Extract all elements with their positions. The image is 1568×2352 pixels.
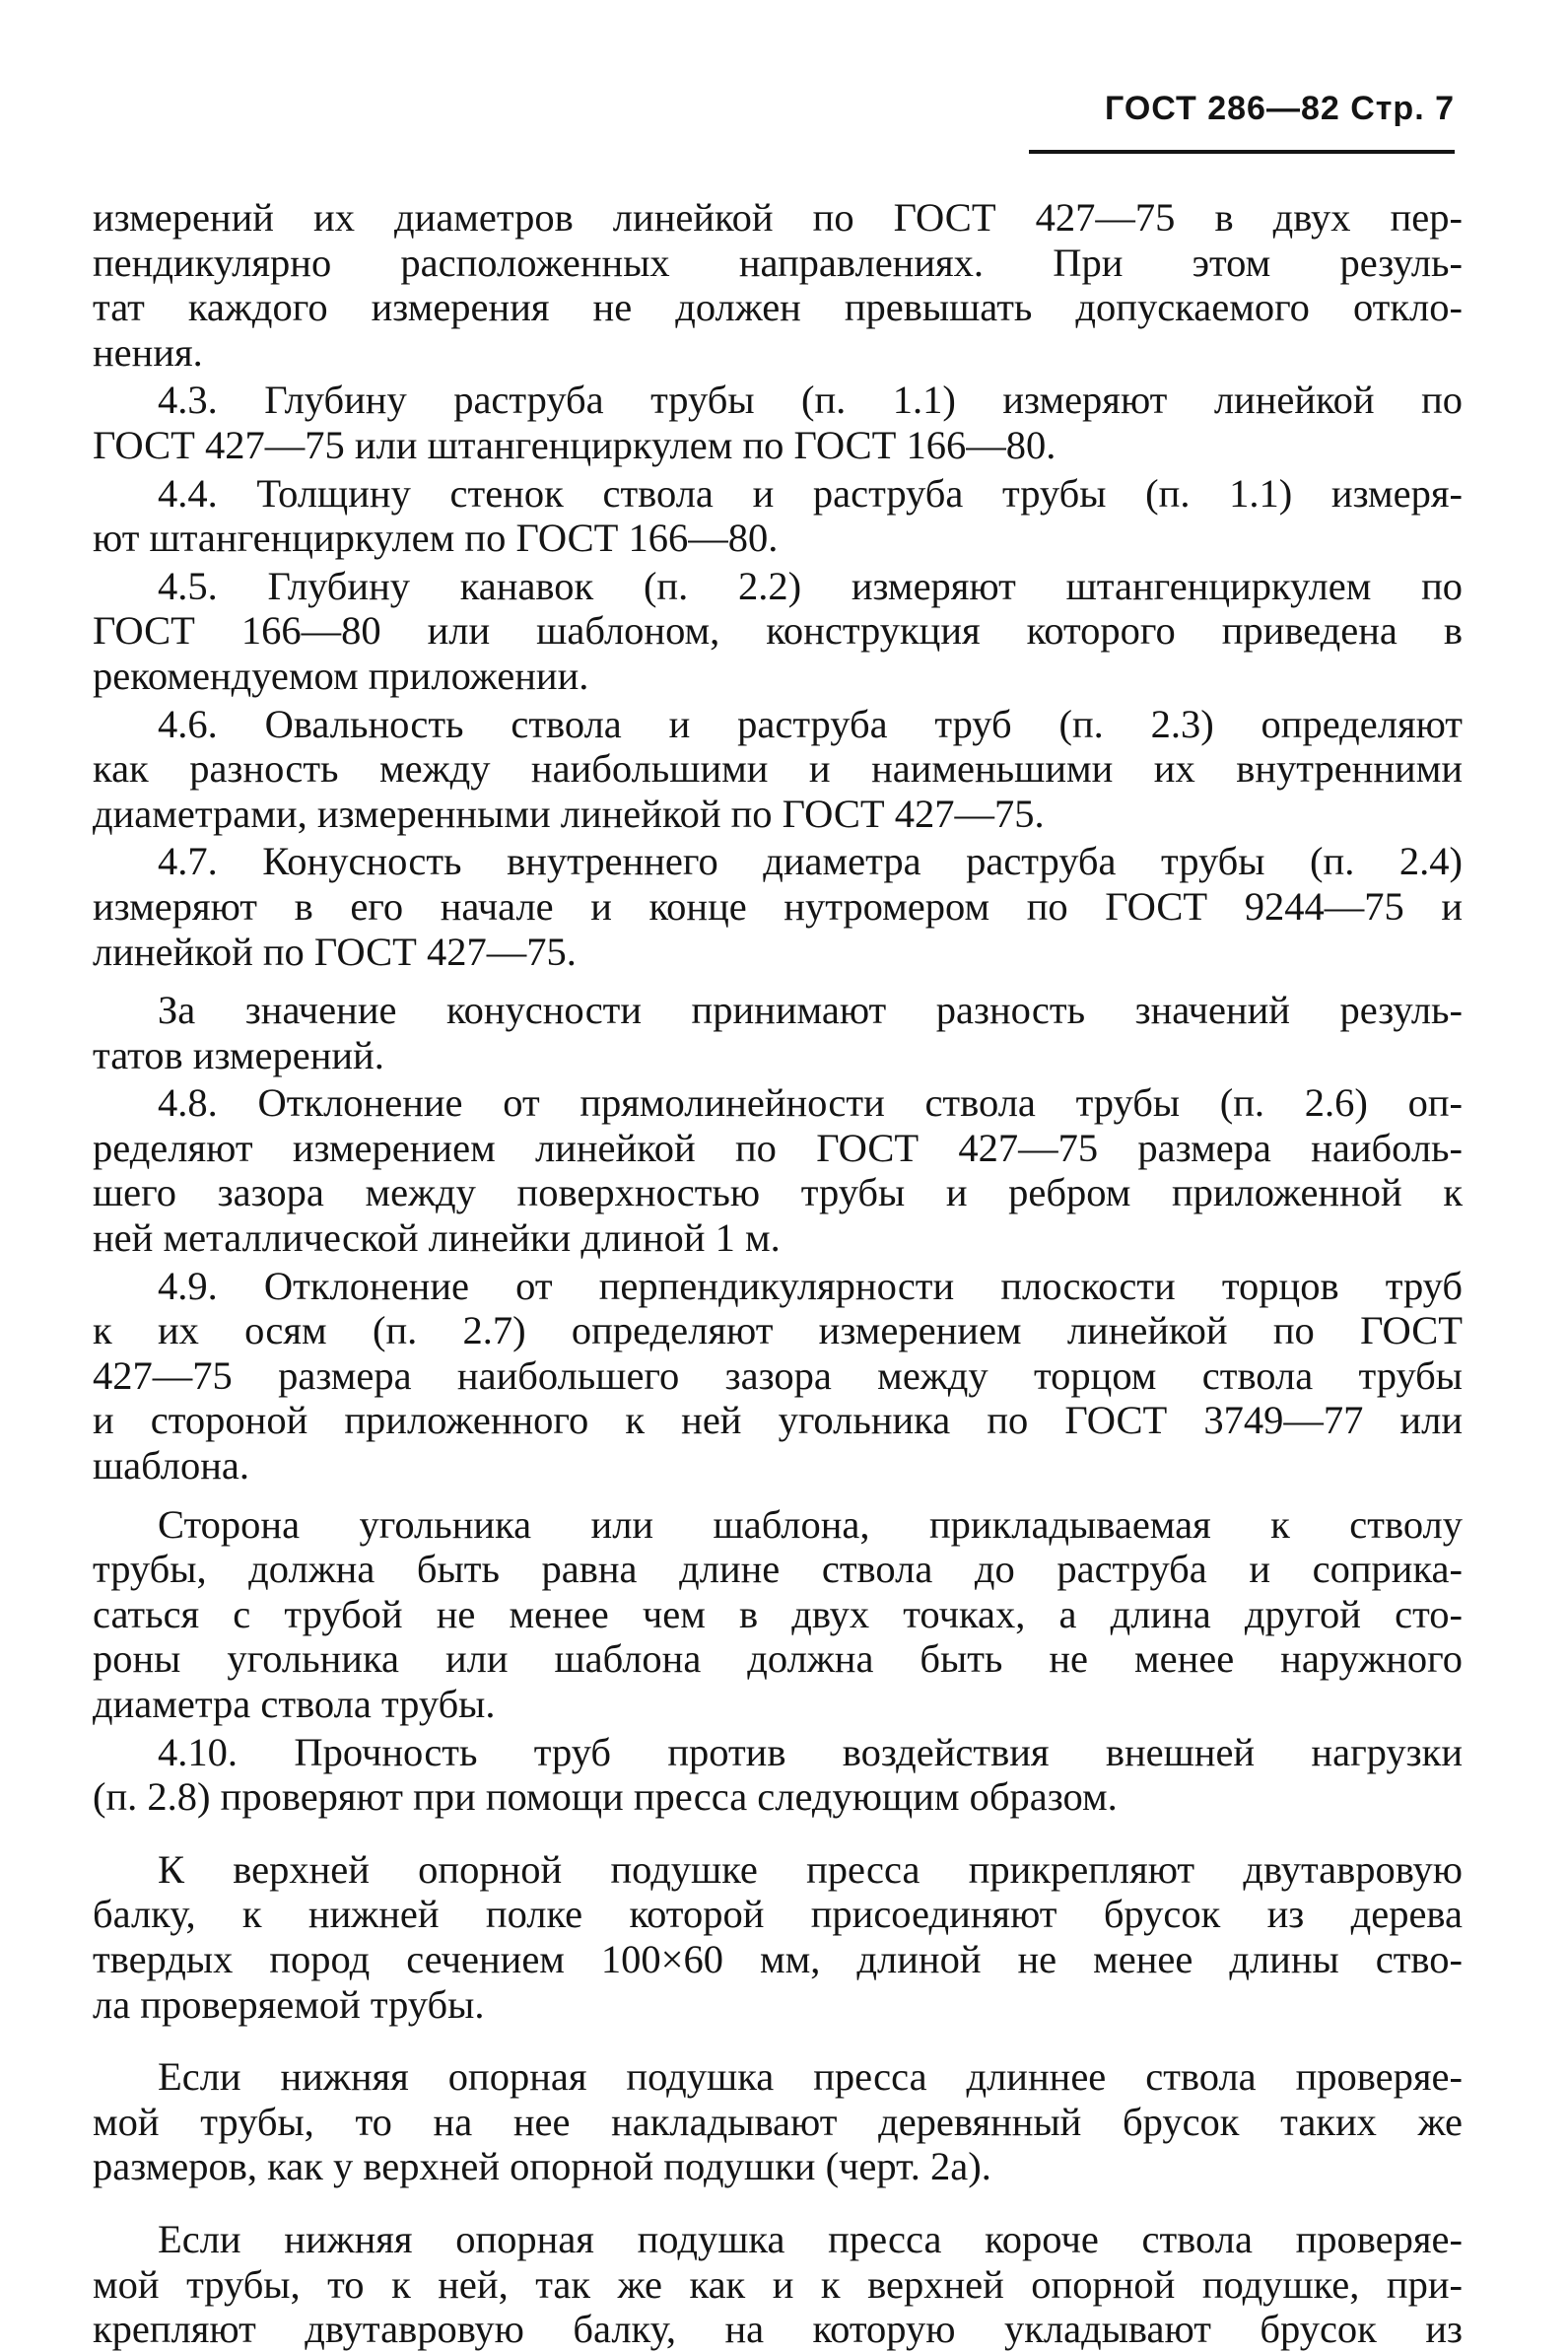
- text-line: измерений их диаметров линейкой по ГОСТ 427—75 в двух пер-: [93, 195, 1463, 240]
- text-line: ГОСТ 166—80 или шаблоном, конструкция которого приведена в: [93, 608, 1463, 654]
- text-line: татов измерений.: [93, 1032, 384, 1077]
- text-line: 4.6. Овальность ствола и раструба труб (п. 2.3) определяют: [158, 701, 1463, 746]
- text-line: саться с трубой не менее чем в двух точках, а длина другой сто-: [93, 1591, 1463, 1636]
- text-line: и стороной приложенного к ней угольника по ГОСТ 3749—77 или: [93, 1398, 1463, 1443]
- text-line: как разность между наибольшими и наименьшими их внутренними: [93, 746, 1463, 792]
- text-line: ределяют измерением линейкой по ГОСТ 427—75 размера наиболь-: [93, 1125, 1463, 1170]
- body-text: [93, 195, 1463, 2352]
- text-line: роны угольника или шаблона должна быть не менее наружного: [93, 1636, 1463, 1682]
- text-line: 4.3. Глубину раструба трубы (п. 1.1) измеряют линейкой по: [158, 378, 1463, 423]
- text-line: размеров, как у верхней опорной подушки (черт. 2а).: [93, 2144, 991, 2189]
- text-line: 427—75 размера наибольшего зазора между торцом ствола трубы: [93, 1352, 1463, 1398]
- paragraph-gap: [93, 1820, 1463, 1847]
- text-line: (п. 2.8) проверяют при помощи пресса следующим образом.: [93, 1774, 1118, 1820]
- text-line: мой трубы, то на нее накладывают деревянный брусок таких же: [93, 2099, 1463, 2144]
- text-line: ют штангенциркулем по ГОСТ 166—80.: [93, 516, 779, 561]
- page-header: [1029, 87, 1455, 154]
- paragraph-gap: [93, 974, 1463, 988]
- text-line: За значение конусности принимают разность значений резуль-: [158, 988, 1463, 1033]
- text-line: Если нижняя опорная подушка пресса длиннее ствола проверяе-: [158, 2054, 1463, 2100]
- text-line: нения.: [93, 329, 203, 375]
- text-line: диаметрами, измеренными линейкой по ГОСТ 427—75.: [93, 791, 1045, 836]
- text-line: тат каждого измерения не должен превышать допускаемого откло-: [93, 285, 1463, 330]
- text-line: К верхней опорной подушке пресса прикрепляют двутавровую: [158, 1846, 1463, 1892]
- paragraph-gap: [93, 2189, 1463, 2217]
- text-line: шаблона.: [93, 1443, 249, 1488]
- text-line: 4.10. Прочность труб против воздействия внешней нагрузки: [158, 1729, 1463, 1774]
- text-line: 4.5. Глубину канавок (п. 2.2) измеряют штангенциркулем по: [158, 563, 1463, 608]
- paragraph-gap: [93, 2027, 1463, 2054]
- text-line: ГОСТ 427—75 или штангенциркулем по ГОСТ 166—80.: [93, 422, 1057, 467]
- text-line: 4.7. Конусность внутреннего диаметра раструба трубы (п. 2.4): [158, 839, 1463, 884]
- paragraph-gap: [93, 1488, 1463, 1502]
- text-line: крепляют двутавровую балку, на которую укладывают брусок из: [93, 2307, 1463, 2352]
- text-line: ла проверяемой трубы.: [93, 1981, 485, 2027]
- text-line: мой трубы, то к ней, так же как и к верхней опорной подушке, при-: [93, 2261, 1463, 2307]
- text-line: к их осям (п. 2.7) определяют измерением линейкой по ГОСТ: [93, 1308, 1463, 1353]
- text-line: трубы, должна быть равна длине ствола до раструба и соприка-: [93, 1547, 1463, 1592]
- text-line: твердых пород сечением 100×60 мм, длиной не менее длины ство-: [93, 1936, 1463, 1981]
- text-line: пендикулярно расположенных направлениях. При этом резуль-: [93, 240, 1463, 285]
- text-line: 4.9. Отклонение от перпендикулярности плоскости торцов труб: [158, 1263, 1463, 1308]
- text-line: 4.8. Отклонение от прямолинейности ствола трубы (п. 2.6) оп-: [158, 1080, 1463, 1126]
- text-line: диаметра ствола трубы.: [93, 1682, 496, 1726]
- text-line: линейкой по ГОСТ 427—75.: [93, 929, 577, 974]
- text-line: ней металлической линейки длиной 1 м.: [93, 1215, 781, 1261]
- text-line: Сторона угольника или шаблона, прикладываемая к стволу: [158, 1501, 1463, 1547]
- text-line: 4.4. Толщину стенок ствола и раструба трубы (п. 1.1) измеря-: [158, 470, 1463, 516]
- text-line: измеряют в его начале и конце нутромером по ГОСТ 9244—75 и: [93, 883, 1463, 929]
- header-text: ГОСТ 286—82 Стр. 7: [1105, 90, 1455, 127]
- text-line: балку, к нижней полке которой присоединяют брусок из дерева: [93, 1892, 1463, 1937]
- text-line: Если нижняя опорная подушка пресса короче ствола проверяе-: [158, 2216, 1463, 2261]
- text-line: шего зазора между поверхностью трубы и ребром приложенной к: [93, 1170, 1463, 1215]
- text-line: рекомендуемом приложении.: [93, 653, 589, 698]
